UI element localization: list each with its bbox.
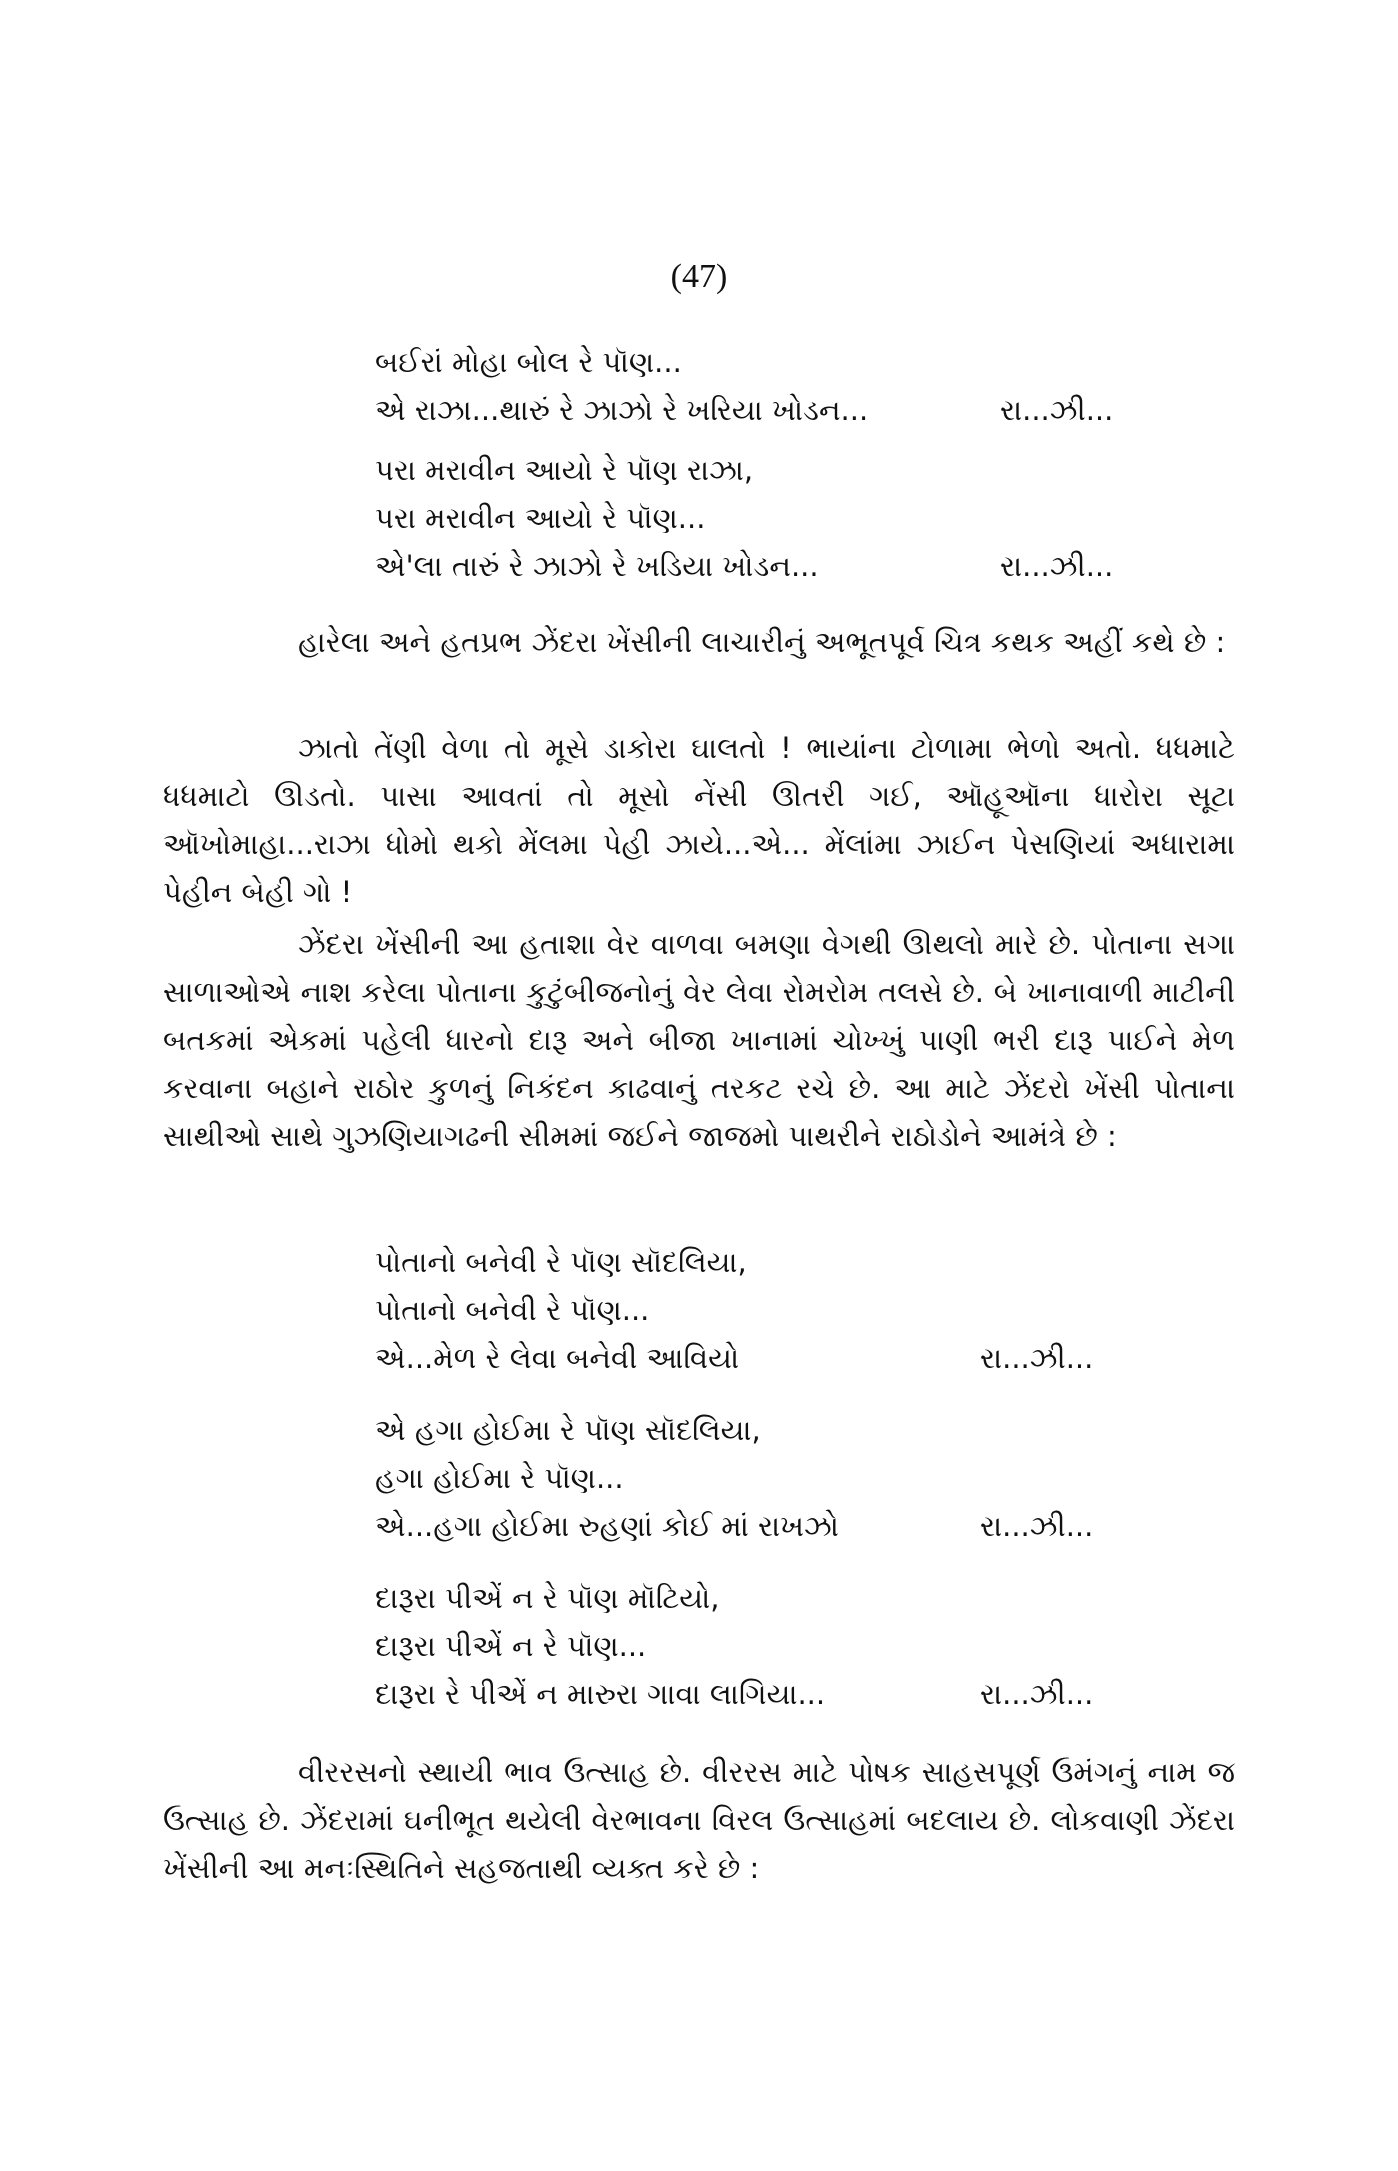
verse-line-text: એ'લા તારું રે ઝાઝો રે ખડિયા ખોડન... — [375, 549, 819, 583]
verse-line-text: પોતાનો બનેવી રે પૉણ સૉદલિયા, — [375, 1245, 747, 1279]
paragraph-text: ઝાતો તેંણી વેળા તો મૂસે ડાકોરા ઘાલતો ! ભાયાંના ટોળામા ભેળો અતો. ધધમાટે ધધમાટો ઊડતો. પાસા આવતાં તો મૂસો નેંસી ઊતરી ગઈ, ઑહૂઑના ધારોરા સૂટા ઑખોમાહા...રાઝા ધોમો થકો મેંલમા પેહી ઝાયે...એ... મેંલાંમા ઝાઈન પેસણિયાં અધારામા પેહીન બેહી ગો ! — [163, 731, 1235, 909]
verse-line-text: એ હગા હોઈમા રે પૉણ સૉદલિયા, — [375, 1413, 761, 1447]
verse-line — [375, 1238, 747, 1286]
verse-line-text: એ...હગા હોઈમા રુહણાં કોઈ માં રાખઝો — [375, 1509, 839, 1543]
verse-line — [375, 1622, 825, 1670]
paragraph-3 — [163, 920, 1235, 1160]
verse-refrain: રા...ઝી... — [1000, 393, 1114, 427]
verse-stanza-1 — [375, 338, 1114, 434]
verse-line — [375, 1286, 747, 1334]
verse-line — [375, 1334, 1094, 1382]
verse-line-text: દારૂરા રે પીએં ન મારુરા ગાવા લાગિયા... — [375, 1677, 826, 1711]
verse-line-text: એ...મેળ રે લેવા બનેવી આવિયો — [375, 1341, 740, 1375]
verse-refrain: રા...ઝી... — [980, 1677, 1094, 1711]
verse-line-text: બઈરાં મોહા બોલ રે પૉણ... — [375, 345, 682, 379]
verse-refrain: રા...ઝી... — [1000, 549, 1114, 583]
verse-stanza-2 — [375, 446, 1114, 590]
verse-stanza-5 — [375, 1574, 1094, 1718]
verse-line — [375, 1454, 839, 1502]
verse-line — [375, 1670, 1094, 1718]
verse-line-text: પરા મરાવીન આયો રે પૉણ રાઝા, — [375, 453, 754, 487]
verse-line — [375, 1574, 825, 1622]
verse-line-text: દારૂરા પીએં ન રે પૉણ... — [375, 1629, 647, 1663]
verse-line-text: પરા મરાવીન આયો રે પૉણ... — [375, 501, 706, 535]
page-number: (47) — [670, 258, 728, 295]
verse-line — [375, 446, 819, 494]
paragraph-text: વીરરસનો સ્થાયી ભાવ ઉત્સાહ છે. વીરરસ માટે પોષક સાહસપૂર્ણ ઉમંગનું નામ જ ઉત્સાહ છે. ઝેંદરામાં ઘનીભૂત થયેલી વેરભાવના વિરલ ઉત્સાહમાં બદલાય છે. લોકવાણી ઝેંદરા ખેંસીની આ મનઃસ્થિતિને સહજતાથી વ્યક્ત કરે છે : — [163, 1755, 1235, 1885]
paragraph-text: હારેલા અને હતપ્રભ ઝેંદરા ખેંસીની લાચારીનું અભૂતપૂર્વ ચિત્ર કથક અહીં કથે છે : — [298, 625, 1226, 659]
verse-line-text: પોતાનો બનેવી રે પૉણ... — [375, 1293, 650, 1327]
verse-line-text: દારૂરા પીએં ન રે પૉણ મૉટિયો, — [375, 1581, 720, 1615]
verse-refrain: રા...ઝી... — [980, 1509, 1094, 1543]
verse-refrain: રા...ઝી... — [980, 1341, 1094, 1375]
verse-line — [375, 338, 868, 386]
paragraph-2 — [163, 724, 1235, 916]
verse-line — [375, 542, 1114, 590]
paragraph-1 — [163, 618, 1235, 666]
verse-stanza-3 — [375, 1238, 1094, 1382]
verse-stanza-4 — [375, 1406, 1094, 1550]
verse-line — [375, 1406, 839, 1454]
verse-line-text: એ રાઝા...થારું રે ઝાઝો રે ખરિયા ખોડન... — [375, 393, 869, 427]
paragraph-text: ઝેંદરા ખેંસીની આ હતાશા વેર વાળવા બમણા વેગથી ઊથલો મારે છે. પોતાના સગા સાળાઓએ નાશ કરેલા પોતાના કુટુંબીજનોનું વેર લેવા રોમરોમ તલસે છે. બે ખાનાવાળી માટીની બતકમાં એકમાં પહેલી ધારનો દારૂ અને બીજા ખાનામાં ચોખ્ખું પાણી ભરી દારૂ પાઈને મેળ કરવાના બહાને રાઠોર કુળનું નિકંદન કાઢવાનું તરકટ રચે છે. આ માટે ઝેંદરો ખેંસી પોતાના સાથીઓ સાથે ગુઝણિયાગઢની સીમમાં જઈને જાજમો પાથરીને રાઠોડોને આમંત્રે છે : — [163, 927, 1235, 1153]
verse-line — [375, 494, 819, 542]
verse-line — [375, 1502, 1094, 1550]
verse-line-text: હગા હોઈમા રે પૉણ... — [375, 1461, 624, 1495]
verse-line — [375, 386, 1114, 434]
paragraph-4 — [163, 1748, 1235, 1892]
